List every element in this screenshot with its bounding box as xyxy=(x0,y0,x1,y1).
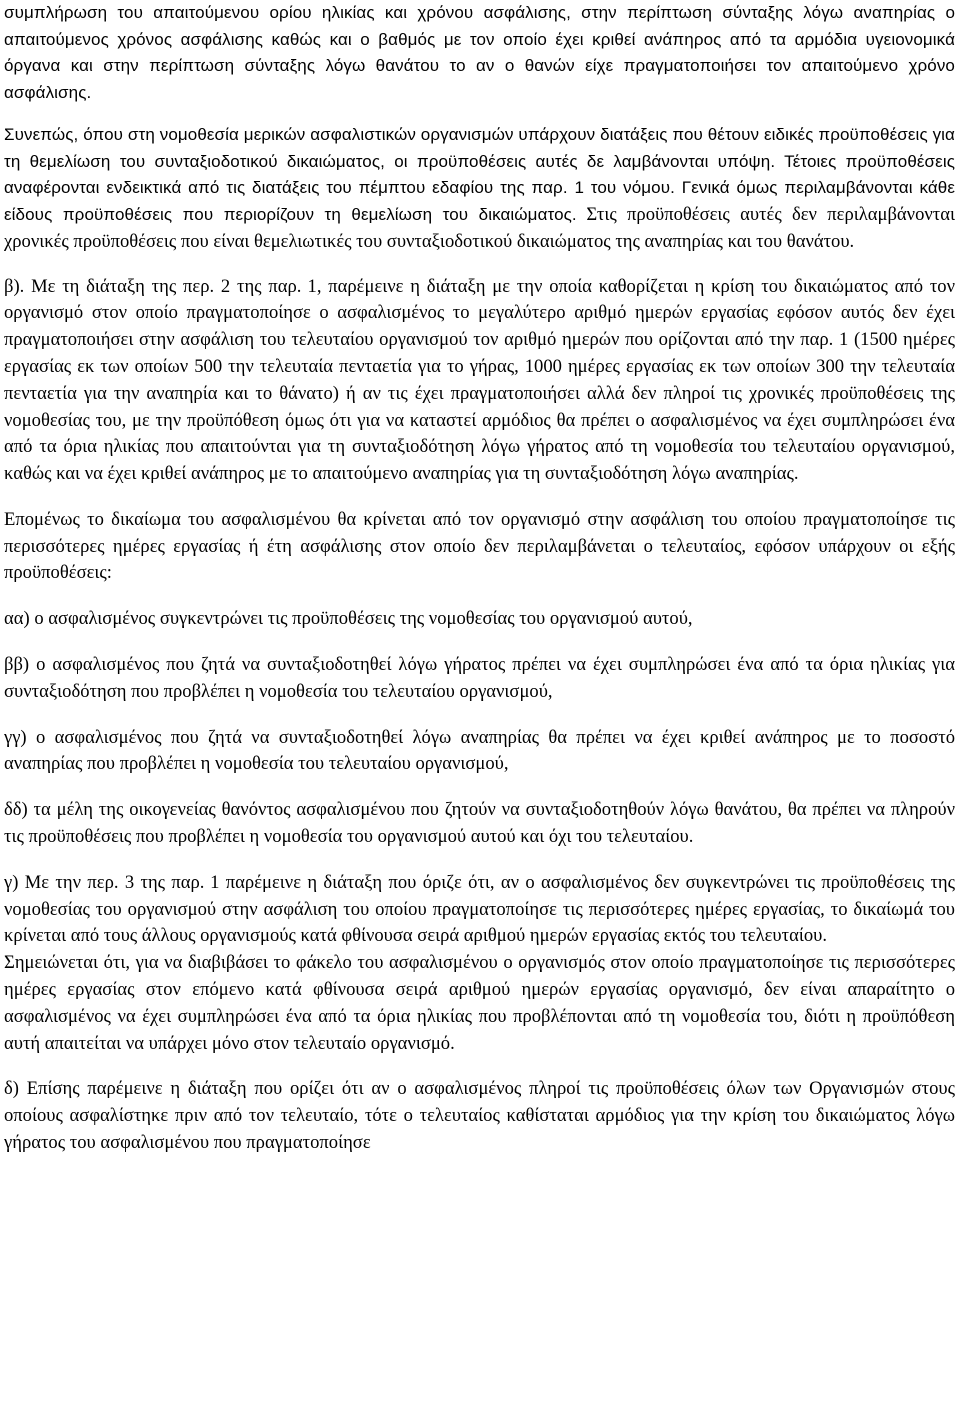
paragraph-consequently xyxy=(4,122,955,256)
list-item-bb: ββ) ο ασφαλισμένος που ζητά να συνταξιοδοτηθεί λόγω γήρατος πρέπει να έχει συμπληρώσει ένα από τα όρια ηλικίας για συνταξιοδότηση που προβλέπει η νομοθεσία του τελευταίου οργανισμού, xyxy=(4,654,955,702)
paragraph-delta: δ) Επίσης παρέμεινε η διάταξη που ορίζει ότι αν ο ασφαλισμένος πληροί τις προϋποθέσεις όλων των Οργανισμών στους οποίους ασφαλίστηκε πριν από τον τελευταίο, τότε ο τελευταίος καθίσταται αρμόδιος για την κρίση του δικαιώματος λόγω γήρατος του ασφαλισμένου που πραγματοποίησε xyxy=(4,1078,955,1154)
paragraph-therefore: Επομένως το δικαίωμα του ασφαλισμένου θα κρίνεται από τον οργανισμό στην ασφάλιση του οποίου πραγματοποίησε τις περισσότερες ημέρες εργασίας ή έτη ασφάλισης στον οποίο δεν περιλαμβάνεται ο τελευταίος, εφόσον υπάρχουν οι εξής προϋποθέσεις: xyxy=(4,508,955,584)
list-item-gg: γγ) ο ασφαλισμένος που ζητά να συνταξιοδοτηθεί λόγω αναπηρίας θα πρέπει να έχει κριθεί ανάπηρος με το ποσοστό αναπηρίας που προβλέπει η νομοθεσία του τελευταίου οργανισμού, xyxy=(4,726,955,775)
paragraph-gamma-body: 1 παρέμεινε η διάταξη που όριζε ότι, αν ο ασφαλισμένος δεν συγκεντρώνει τις προϋποθέσεις της νομοθεσίας του οργανισμού στην ασφάλιση του οποίου πραγματοποίησε τις περισσότερες ημέρες εργασίας, το δικαίωμά του κρίνεται από τους άλλους οργανισμούς κατά φθίνουσα σειρά αριθμού ημερών εργασίας εκτός του τελευταίου. xyxy=(4,871,956,947)
paragraph-consequently-serif: Στις προϋποθέσεις αυτές δεν περιλαμβάνονται χρονικές προϋποθέσεις που είναι θεμελιωτικές του συνταξιοδοτικού δικαιώματος της αναπηρίας και του θανάτου. xyxy=(4,203,955,252)
paragraph-note: Σημειώνεται ότι, για να διαβιβάσει το φάκελο του ασφαλισμένου ο οργανισμός στον οποίο πραγματοποίησε τις περισσότερες ημέρες εργασίας στον επόμενο κατά φθίνουσα σειρά αριθμού ημερών εργασίας οργανισμό, δεν είναι απαραίτητο ο ασφαλισμένος να έχει συμπληρώσει ένα από τα όρια ηλικίας που προβλέπονται από τη νομοθεσία του, διότι η προϋπόθεση αυτή απαιτείται να υπάρχει μόνο στον τελευταίο οργανισμό. xyxy=(4,952,955,1054)
paragraph-intro: συμπλήρωση του απαιτούμενου ορίου ηλικίας και χρόνου ασφάλισης, στην περίπτωση σύνταξης λόγω αναπηρίας ο απαιτούμενος χρόνος ασφάλισης καθώς και ο βαθμός με τον οποίο έχει κριθεί ανάπηρος από τα αρμόδια υγειονομικά όργανα και στην περίπτωση σύνταξης λόγω θανάτου το αν ο θανών είχε πραγματοποιήσει τον απαιτούμενο χρόνο ασφάλισης. xyxy=(4,3,955,103)
paragraph-beta-serif: β). Με τη διάταξη της περ. 2 της παρ. xyxy=(4,275,302,297)
paragraph-beta xyxy=(4,274,955,488)
list-item-dd: δδ) τα μέλη της οικογενείας θανόντος ασφαλισμένου που ζητούν να συνταξιοδοτηθούν λόγω θανάτου, θα πρέπει να πληρούν τις προϋποθέσεις που προβλέπει η νομοθεσία του οργανισμού αυτού και όχι του τελευταίου. xyxy=(4,799,955,848)
paragraph-consequently-sans: Συνεπώς, όπου στη νομοθεσία μερικών ασφαλιστικών οργανισμών υπάρχουν διατάξεις που θέτουν ειδικές προϋποθέσεις για τη θεμελίωση του συνταξιοδοτικού δικαιώματος, οι προϋποθέσεις αυτές δε λαμβάνονται υπόψη. Τέτοιες προϋποθέσεις αναφέρονται ενδεικτικά από τις διατάξεις του πέμπτου εδαφίου της παρ. 1 του νόμου. Γενικά όμως περιλαμβάνονται κάθε είδους προϋποθέσεις που περιορίζουν τη θεμελίωση του δικαιώματος. xyxy=(4,124,955,224)
paragraph-beta-body: 1, παρέμεινε η διάταξη με την οποία καθορίζεται η κρίση του δικαιώματος από τον οργανισμό στον οποίο πραγματοποίησε ο ασφαλισμένος το μεγαλύτερο αριθμό ημερών εργασίας εφόσον αυτός δεν έχει πραγματοποιήσει στην ασφάλιση του τελευταίου οργανισμού τον αριθμό ημερών που ορίζονται από την παρ. 1 (1500 ημέρες εργασίας εκ των οποίων 500 την τελευταία πενταετία για το γήρας, 1000 ημέρες εργασίας εκ των οποίων 300 την τελευταία πενταετία για την αναπηρία και το θάνατο) ή αν τις έχει πραγματοποιήσει αλλά δεν πληροί τις χρονικές προϋποθέσεις της νομοθεσίας του, με την προϋπόθεση όμως ότι για να καταστεί αρμόδιος θα πρέπει ο ασφαλισμένος να έχει συμπληρώσει ένα από τα όρια ηλικίας που απαιτούνται για τη συνταξιοδότηση λόγω γήρατος από τη νομοθεσία του τελευταίου οργανισμού, καθώς και να έχει κριθεί ανάπηρος με το απαιτούμενο αναπηρίας για τη συνταξιοδότηση λόγω αναπηρίας. xyxy=(4,275,956,485)
list-item-aa: αα) ο ασφαλισμένος συγκεντρώνει τις προϋποθέσεις της νομοθεσίας του οργανισμού αυτού, xyxy=(4,608,693,630)
paragraph-gamma xyxy=(4,870,955,950)
paragraph-gamma-serif: γ) Με την περ. 3 της παρ. xyxy=(4,871,205,893)
